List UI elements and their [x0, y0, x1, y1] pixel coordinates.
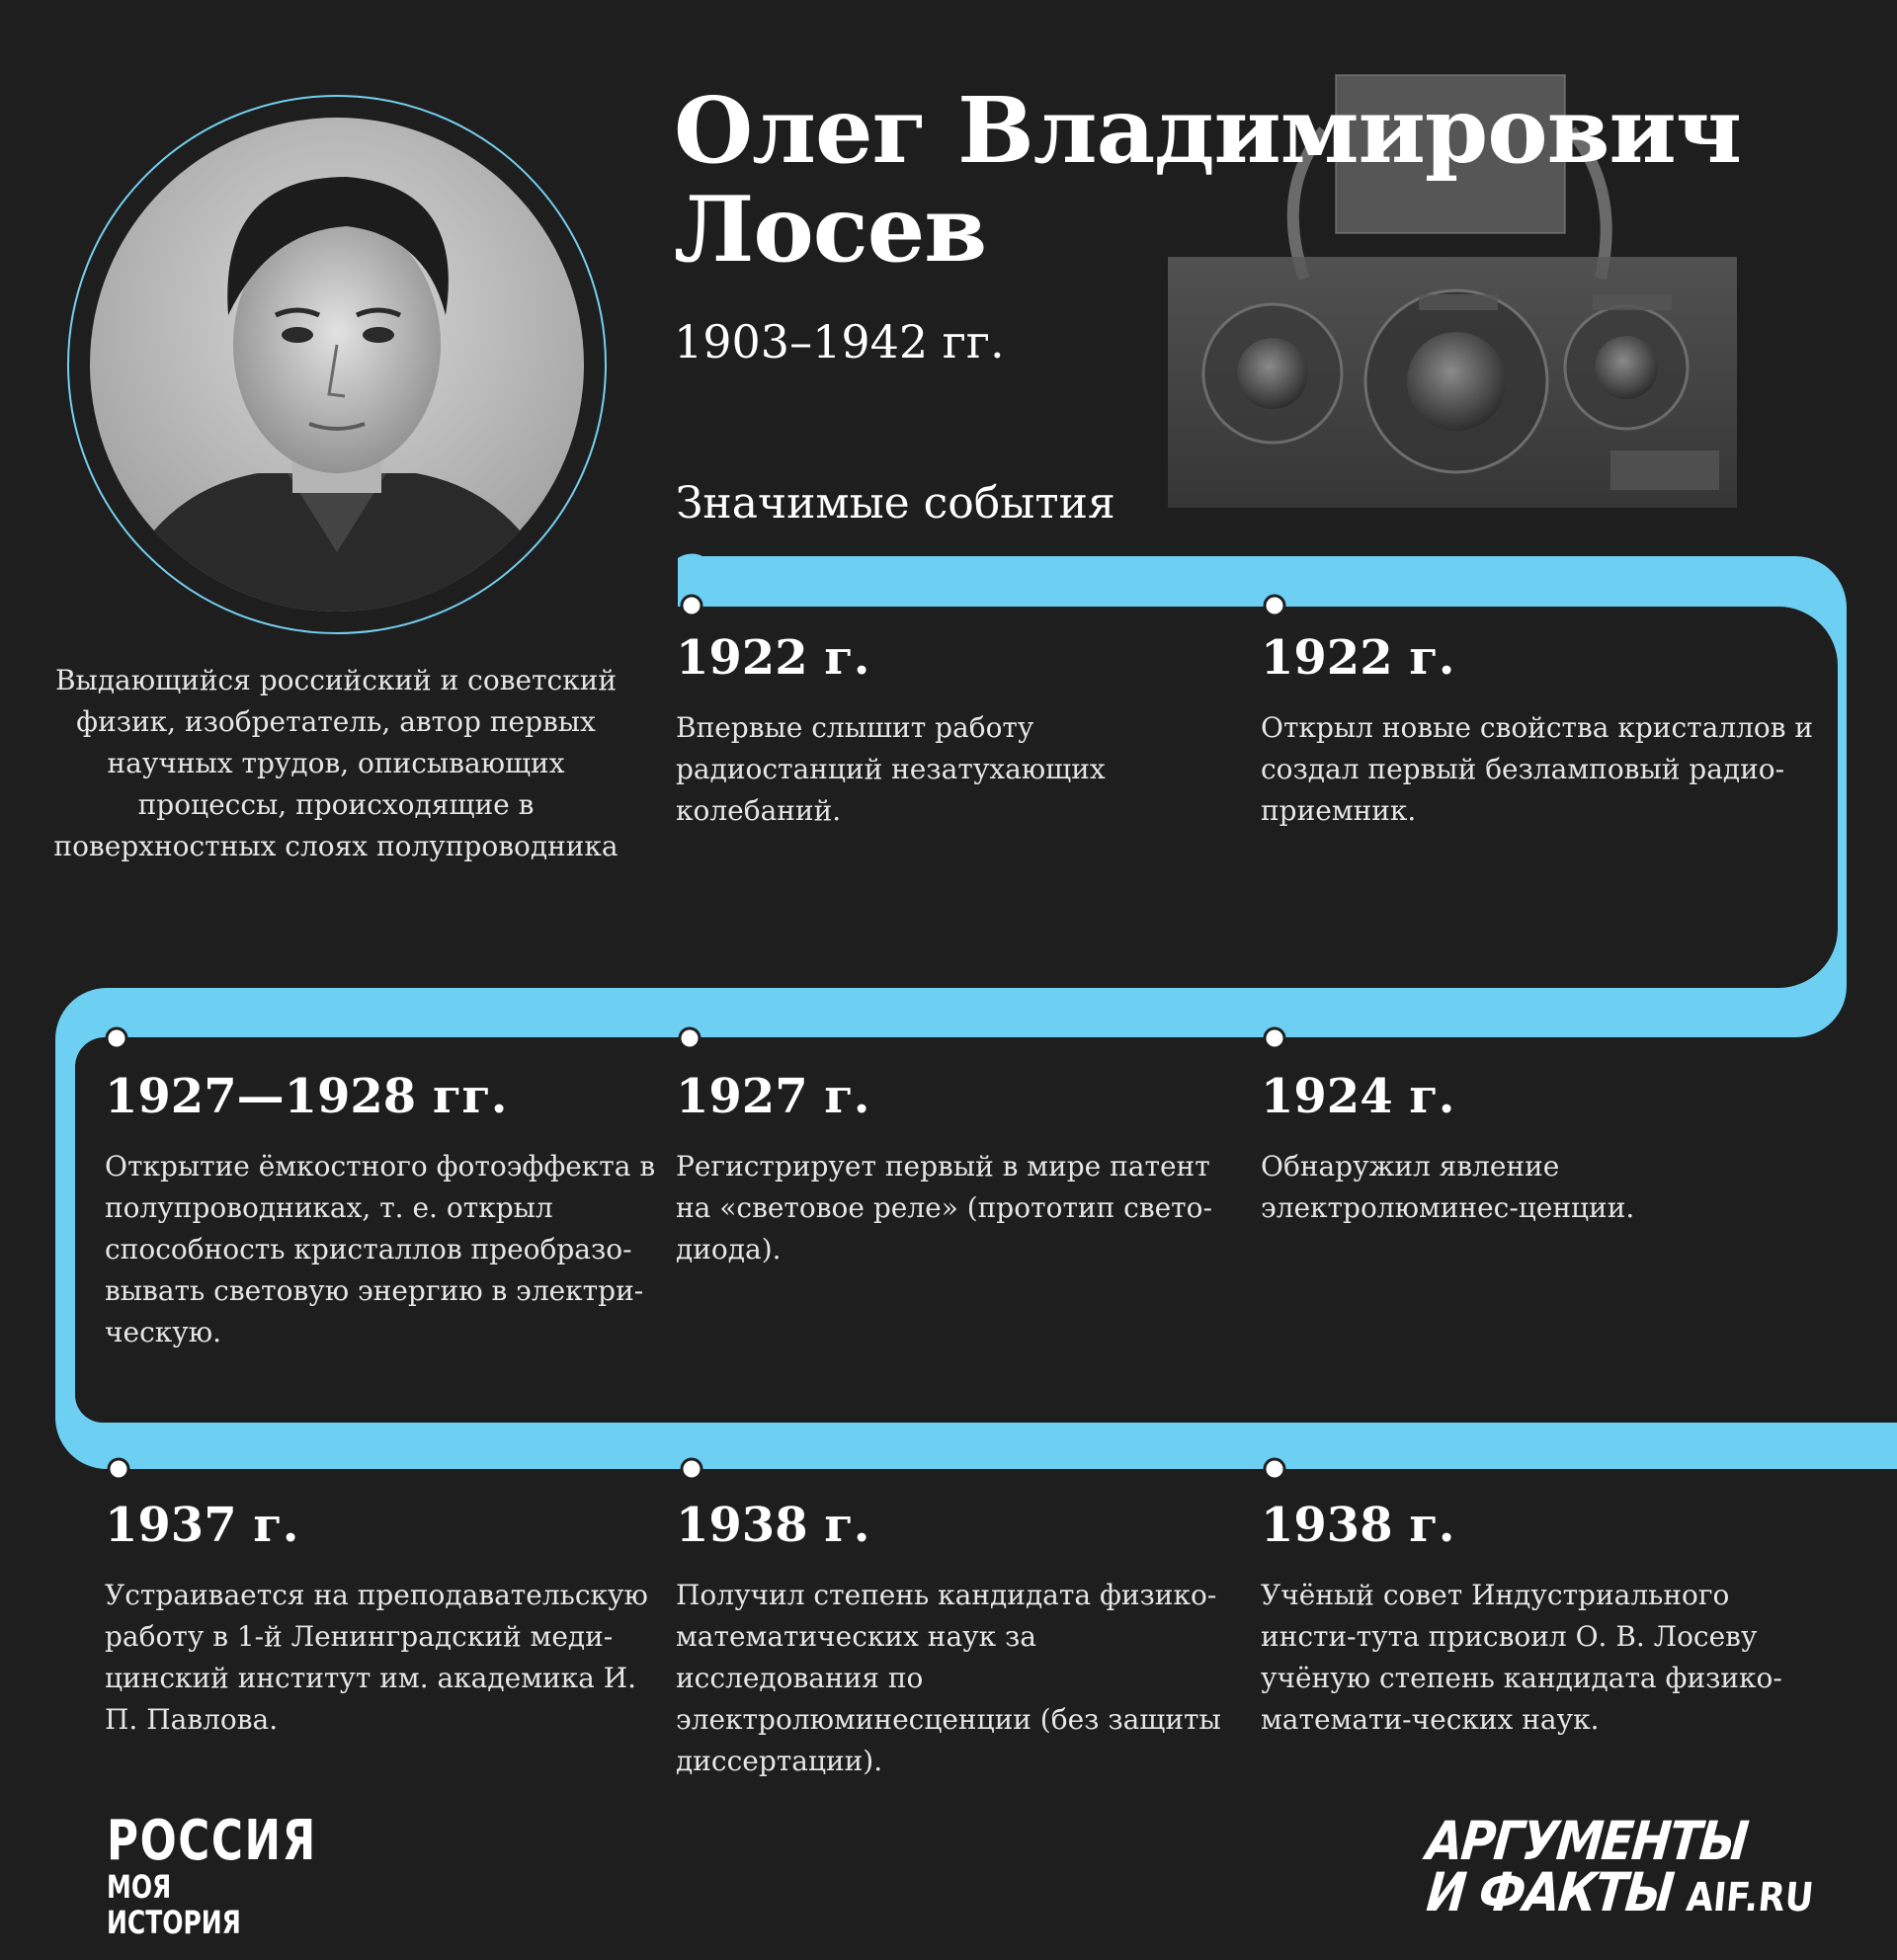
- event-text: Открытие ёмкостного фотоэффекта в полупроводниках, т. е. открыл способность кристаллов преобразо-вывать световую энергию в электри-ческую.: [105, 1150, 656, 1348]
- event-year: 1924 г.: [1261, 1069, 1455, 1124]
- events-heading: Значимые события: [676, 478, 1115, 529]
- person-name-line1: Олег Владимирович: [674, 77, 1742, 184]
- russia-my-history-logo: [107, 1809, 317, 1941]
- logo-left-line1: РОССИЯ: [107, 1809, 317, 1873]
- event-text: Устраивается на преподавательскую работу в 1-й Ленинградский меди-цинский институт им. академика И. П. Павлова.: [105, 1579, 648, 1736]
- event-card: [676, 628, 1229, 832]
- event-year: 1922 г.: [676, 630, 870, 686]
- timeline-dot: [682, 1459, 701, 1479]
- timeline-dot: [1265, 596, 1284, 615]
- timeline-dot: [107, 1028, 126, 1048]
- logo-left-line2: МОЯ ИСТОРИЯ: [107, 1868, 241, 1941]
- event-year: 1927 г.: [676, 1069, 870, 1124]
- event-card: [676, 1067, 1229, 1270]
- event-card: [676, 1496, 1229, 1782]
- event-card: [1261, 628, 1814, 832]
- event-year: 1938 г.: [1261, 1498, 1455, 1553]
- event-card: [105, 1067, 658, 1353]
- aif-logo: [1424, 1810, 1816, 1923]
- event-text: Получил степень кандидата физико-математических наук за исследования по электролюминесценции (без защиты диссертации).: [676, 1579, 1221, 1777]
- event-card: [105, 1496, 658, 1741]
- logo-right-line2: [1424, 1861, 1816, 1923]
- timeline-dot: [1265, 1459, 1284, 1479]
- person-name: [674, 77, 1742, 283]
- logo-right-line2-text: И ФАКТЫ: [1424, 1861, 1676, 1923]
- event-text: Обнаружил явление электролюминес-ценции.: [1261, 1150, 1635, 1224]
- person-name-line2: Лосев: [674, 176, 987, 283]
- portrait-image: [90, 118, 584, 612]
- event-year: 1938 г.: [676, 1498, 870, 1553]
- timeline-dot: [680, 1028, 700, 1048]
- event-year: 1927—1928 гг.: [105, 1069, 508, 1124]
- event-year: 1922 г.: [1261, 630, 1455, 686]
- timeline-dot: [1265, 1028, 1284, 1048]
- event-year: 1937 г.: [105, 1498, 299, 1553]
- bio-text: Выдающийся российский и советский физик, изобретатель, автор первых научных трудов, описывающих процессы, происходящие в поверхностных слоях полупроводника: [53, 664, 619, 862]
- event-text: Регистрирует первый в мире патент на «световое реле» (прототип свето-диода).: [676, 1150, 1212, 1266]
- timeline-dot: [682, 596, 701, 615]
- event-text: Открыл новые свойства кристаллов и создал первый безламповый радио-приемник.: [1261, 711, 1814, 827]
- logo-right-site: AIF.RU: [1684, 1875, 1816, 1920]
- timeline-dot: [109, 1459, 128, 1479]
- event-text: Учёный совет Индустриального инсти-тута присвоил О. В. Лосеву учёную степень кандидата физико-математи-ческих наук.: [1261, 1579, 1782, 1736]
- event-card: [1261, 1067, 1814, 1229]
- logo-right-line1: АРГУМЕНТЫ: [1424, 1810, 1750, 1872]
- event-text: Впервые слышит работу радиостанций незатухающих колебаний.: [676, 711, 1106, 827]
- event-card: [1261, 1496, 1814, 1741]
- life-dates: 1903–1942 гг.: [674, 315, 1005, 368]
